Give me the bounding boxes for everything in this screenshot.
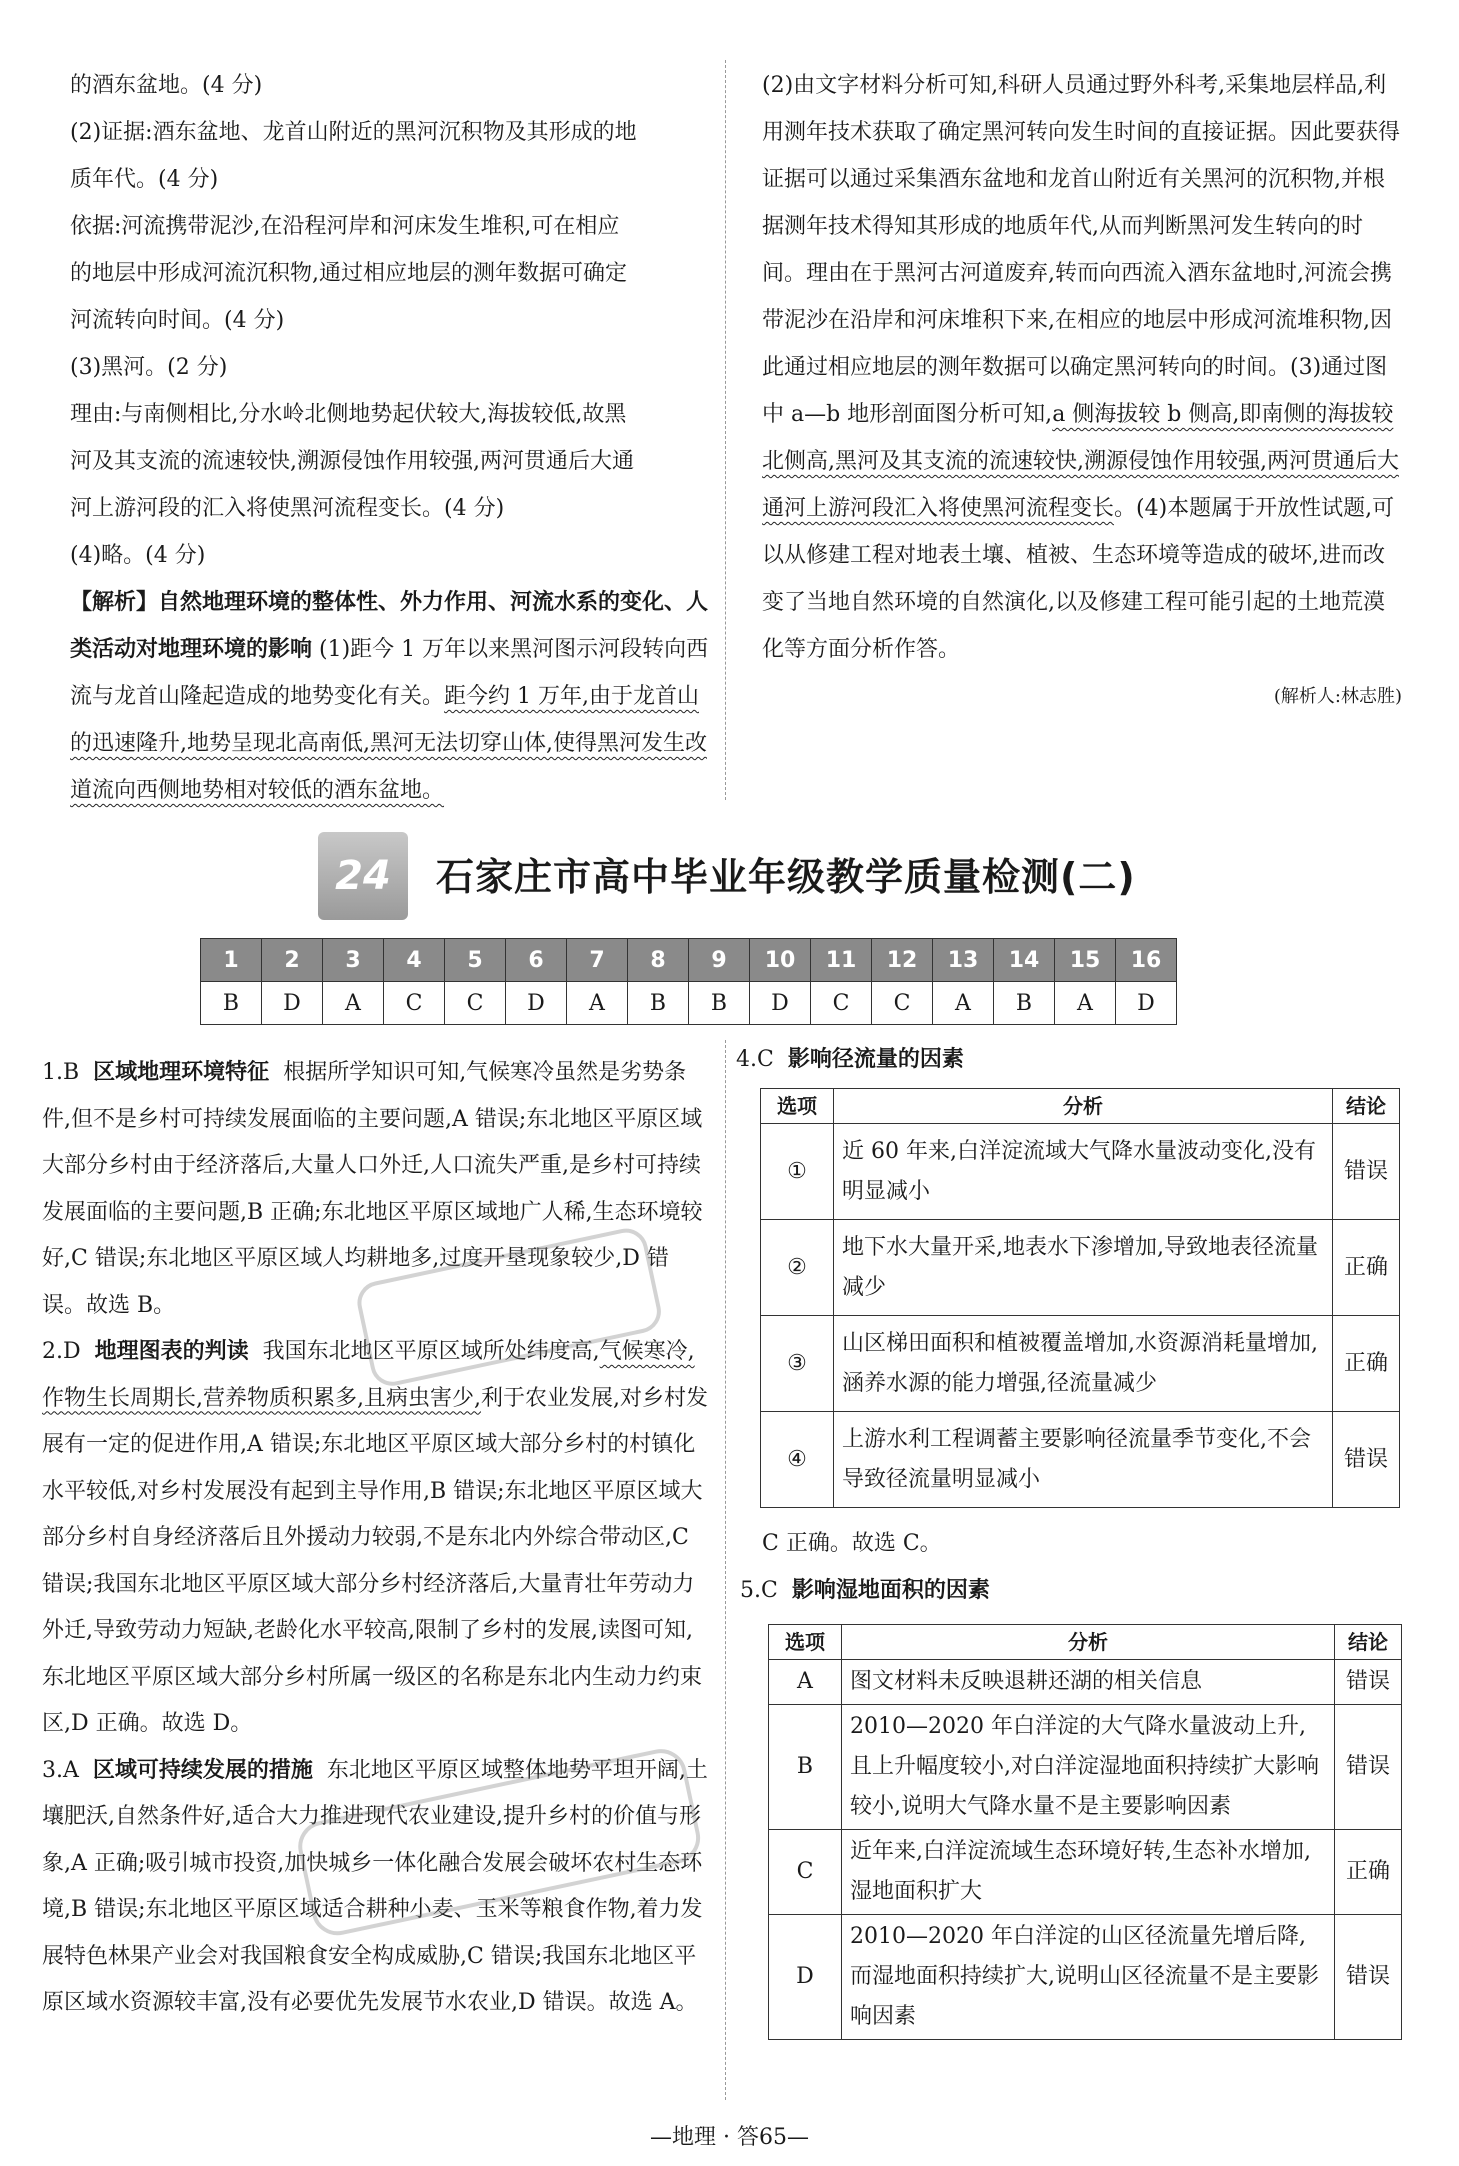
row-option: B: [769, 1705, 842, 1830]
answer-line: 的酒东盆地。(4 分): [70, 73, 263, 98]
question-number: 2: [262, 939, 323, 982]
row-option: A: [769, 1660, 842, 1705]
q1-topic: 区域地理环境特征: [93, 1060, 270, 1085]
analysis-label: 【解析】: [70, 590, 159, 615]
q2-text-b: 利于农业发展,对乡村发展有一定的促进作用,A 错误;东北地区平原区域大部分乡村的村镇化水平较低,对乡村发展没有起到主导作用,B 错误;东北地区平原区域大部分乡村自身经济落后且外援动力较弱,不是东北内外综合带动区,C 错误;我国东北地区平原区域大部分乡村经济落后,大量青壮年劳动力外迁,导致劳动力短缺,老龄化水平较高,限制了乡村的发展,读图可知,东北地区平原区域大部分乡村所属一级区的名称是东北内生动力约束区,D 正确。故选 D。: [42, 1385, 708, 1736]
answer-line: 理由:与南侧相比,分水岭北侧地势起伏较大,海拔较低,故黑: [70, 402, 627, 427]
analysis-text-b: (2)由文字材料分析可知,科研人员通过野外科考,采集地层样品,利用测年技术获取了确定黑河转向发生时间的直接证据。因此要获得证据可以通过采集酒东盆地和龙首山附近有关黑河的沉积物,并根据测年技术得知其形成的地质年代,从而判断黑河发生转向的时间。理由在于黑河古河道废弃,转而向西流入酒东盆地时,河流会携带泥沙在沿岸和河床堆积下来,在相应的地层中形成河流堆积物,因此通过相应地层的测年数据可以确定黑河转向的时间。(3)通过图中 a—b 地形剖面图分析可知,: [762, 73, 1401, 427]
answer-line: 河及其支流的流速较快,溯源侵蚀作用较强,两河贯通后大通: [70, 449, 634, 474]
question-number: 12: [872, 939, 933, 982]
q1-text: 根据所学知识可知,气候寒冷虽然是劣势条件,但不是乡村可持续发展面临的主要问题,A 错误;东北地区平原区域大部分乡村由于经济落后,大量人口外迁,人口流失严重,是乡村可持续发展面临的主要问题,B 正确;东北地区平原区域地广人稀,生态环境较好,C 错误;东北地区平原区域人均耕地多,过度开垦现象较少,D 错误。故选 B。: [42, 1060, 703, 1318]
q4-head: 4.C: [736, 1047, 774, 1072]
table-row: [769, 1830, 1402, 1915]
row-analysis: 近 60 年来,白洋淀流域大气降水量波动变化,没有明显减小: [834, 1124, 1333, 1220]
question-number: 1: [201, 939, 262, 982]
question-number: 11: [811, 939, 872, 982]
question-number: 13: [933, 939, 994, 982]
top-left-column: [70, 62, 710, 814]
row-result: 错误: [1333, 1412, 1400, 1508]
row-analysis: 2010—2020 年白洋淀的大气降水量波动上升,且上升幅度较小,对白洋淀湿地面积持续扩大影响较小,说明大气降水量不是主要影响因素: [842, 1705, 1335, 1830]
row-analysis: 山区梯田面积和植被覆盖增加,水资源消耗量增加,涵养水源的能力增强,径流量减少: [834, 1316, 1333, 1412]
q4-topic: 影响径流量的因素: [787, 1047, 964, 1072]
col-result: 结论: [1333, 1089, 1400, 1124]
table-row: [761, 1124, 1400, 1220]
answer-key-numbers-row: [201, 939, 1177, 982]
answer-letter: A: [567, 982, 628, 1025]
q5-analysis-table: [768, 1624, 1402, 2040]
table-row: [761, 1412, 1400, 1508]
question-3: [42, 1748, 710, 2027]
section-title: 石家庄市高中毕业年级教学质量检测(二): [436, 855, 1136, 899]
row-analysis: 上游水利工程调蓄主要影响径流量季节变化,不会导致径流量明显减小: [834, 1412, 1333, 1508]
row-result: 错误: [1333, 1124, 1400, 1220]
col-analysis: 分析: [842, 1625, 1335, 1660]
q3-topic: 区域可持续发展的措施: [92, 1757, 313, 1783]
question-number: 8: [628, 939, 689, 982]
question-number: 14: [994, 939, 1055, 982]
row-result: 正确: [1333, 1316, 1400, 1412]
question-number: 5: [445, 939, 506, 982]
q5-topic: 影响湿地面积的因素: [791, 1578, 990, 1603]
q5-table-header: [769, 1625, 1402, 1660]
row-option: C: [769, 1830, 842, 1915]
page-footer: —地理 · 答65—: [650, 2125, 809, 2150]
answer-letter: A: [323, 982, 384, 1025]
q3-text: 东北地区平原区域整体地势平坦开阔,土壤肥沃,自然条件好,适合大力推进现代农业建设,提升乡村的价值与形象,A 正确;吸引城市投资,加快城乡一体化融合发展会破坏农村生态环境,B 错误;东北地区平原区域适合耕种小麦、玉米等粮食作物,着力发展特色林果产业会对我国粮食安全构成威胁,C 错误;我国东北地区平原区域水资源较丰富,没有必要优先发展节水农业,D 错误。故选 A。: [42, 1757, 708, 2015]
table-row: [769, 1915, 1402, 2040]
answer-line: 依据:河流携带泥沙,在沿程河岸和河床发生堆积,可在相应: [70, 214, 620, 239]
answer-letter: D: [262, 982, 323, 1025]
table-row: [769, 1660, 1402, 1705]
row-result: 错误: [1335, 1915, 1402, 2040]
analysis-text-c: 。(4)本题属于开放性试题,可以从修建工程对地表土壤、植被、生态环境等造成的破坏,进而改变了当地自然环境的自然演化,以及修建工程可能引起的土地荒漠化等方面分析作答。: [762, 496, 1395, 662]
section-number-badge: 24: [318, 832, 408, 920]
q1-head: 1.B: [42, 1060, 80, 1085]
col-result: 结论: [1335, 1625, 1402, 1660]
answer-letter: B: [201, 982, 262, 1025]
row-result: 正确: [1335, 1830, 1402, 1915]
answer-letter: A: [1055, 982, 1116, 1025]
answer-letter: D: [506, 982, 567, 1025]
answer-letter: C: [384, 982, 445, 1025]
analysis-paragraph: [70, 579, 710, 814]
answer-letter: C: [811, 982, 872, 1025]
row-analysis: 近年来,白洋淀流域生态环境好转,生态补水增加,湿地面积扩大: [842, 1830, 1335, 1915]
top-right-column: [762, 62, 1402, 720]
row-option: ③: [761, 1316, 834, 1412]
analysis-underlined-a: 距今约 1 万年,由于龙首山的迅速隆升,地势呈现北高南低,黑河无法切穿山体,使得黑河发生改道流向西侧地势相对较低的酒东盆地。: [70, 684, 707, 803]
answer-letter: C: [445, 982, 506, 1025]
section-header: [318, 832, 1178, 920]
table-row: [769, 1705, 1402, 1830]
col-option: 选项: [769, 1625, 842, 1660]
q5-head: 5.C: [740, 1578, 778, 1603]
answer-letter: D: [1116, 982, 1177, 1025]
answer-line: 的地层中形成河流沉积物,通过相应地层的测年数据可确定: [70, 261, 627, 286]
answer-letter: C: [872, 982, 933, 1025]
col-analysis: 分析: [834, 1089, 1333, 1124]
question-number: 6: [506, 939, 567, 982]
row-option: ④: [761, 1412, 834, 1508]
q4-heading: [736, 1036, 1376, 1083]
q4-table-header: [761, 1089, 1400, 1124]
q2-text-a: 我国东北地区平原区域所处纬度高,: [262, 1339, 600, 1364]
analysis-topics: 自然地理环境的整体性、外力作用、河流水系的变化、人类活动对地理环境的影响: [70, 590, 709, 662]
row-result: 错误: [1335, 1660, 1402, 1705]
q2-underlined: 气候寒冷,作物生长周期长,营养物质积累多,且病虫害少,: [42, 1339, 695, 1411]
analysis-text-a: (1)距今 1 万年以来黑河图示河段转向西流与龙首山隆起造成的地势变化有关。: [70, 637, 709, 709]
question-number: 9: [689, 939, 750, 982]
answer-letter: B: [994, 982, 1055, 1025]
answer-letter: D: [750, 982, 811, 1025]
question-number: 3: [323, 939, 384, 982]
answer-letter: B: [628, 982, 689, 1025]
question-number: 4: [384, 939, 445, 982]
answer-key-table: [200, 938, 1177, 1025]
question-number: 16: [1116, 939, 1177, 982]
answer-line: 河流转向时间。(4 分): [70, 308, 285, 333]
question-2: [42, 1329, 710, 1748]
question-number: 10: [750, 939, 811, 982]
bottom-left-column: [42, 1050, 710, 2027]
row-result: 正确: [1333, 1220, 1400, 1316]
analysis-paragraph-cont: [762, 62, 1402, 673]
column-divider: [725, 60, 726, 800]
row-analysis: 2010—2020 年白洋淀的山区径流量先增后降,而湿地面积持续扩大,说明山区径流量不是主要影响因素: [842, 1915, 1335, 2040]
table-row: [761, 1220, 1400, 1316]
row-option: ②: [761, 1220, 834, 1316]
analysis-underlined-b: a 侧海拔较 b 侧高,即南侧的海拔较北侧高,黑河及其支流的流速较快,溯源侵蚀作用较强,两河贯通后大通河上游河段汇入将使黑河流程变长: [762, 402, 1399, 521]
answer-line: 河上游河段的汇入将使黑河流程变长。(4 分): [70, 496, 505, 521]
answer-letter: A: [933, 982, 994, 1025]
answer-key-answers-row: [201, 982, 1177, 1025]
author-credit: (解析人:林志胜): [1273, 686, 1402, 707]
table-row: [761, 1316, 1400, 1412]
answer-letter: B: [689, 982, 750, 1025]
q3-head: 3.A: [42, 1757, 79, 1783]
question-number: 15: [1055, 939, 1116, 982]
row-analysis: 地下水大量开采,地表水下渗增加,导致地表径流量减少: [834, 1220, 1333, 1316]
answer-line: 质年代。(4 分): [70, 167, 219, 192]
q2-head: 2.D: [42, 1339, 81, 1364]
answer-line: (3)黑河。(2 分): [70, 355, 228, 380]
question-number: 7: [567, 939, 628, 982]
q4-conclusion: [762, 1520, 1402, 1567]
q4-analysis-table: [760, 1088, 1400, 1508]
q4-conclusion-text: C 正确。故选 C。: [762, 1531, 942, 1556]
column-divider-bottom: [725, 1040, 726, 2100]
row-result: 错误: [1335, 1705, 1402, 1830]
row-option: ①: [761, 1124, 834, 1220]
row-analysis: 图文材料未反映退耕还湖的相关信息: [842, 1660, 1335, 1705]
answer-line: (2)证据:酒东盆地、龙首山附近的黑河沉积物及其形成的地: [70, 120, 637, 145]
question-1: [42, 1050, 710, 1329]
q2-topic: 地理图表的判读: [94, 1339, 249, 1364]
answer-line: (4)略。(4 分): [70, 543, 206, 568]
col-option: 选项: [761, 1089, 834, 1124]
row-option: D: [769, 1915, 842, 2040]
q5-heading: [740, 1567, 1380, 1614]
